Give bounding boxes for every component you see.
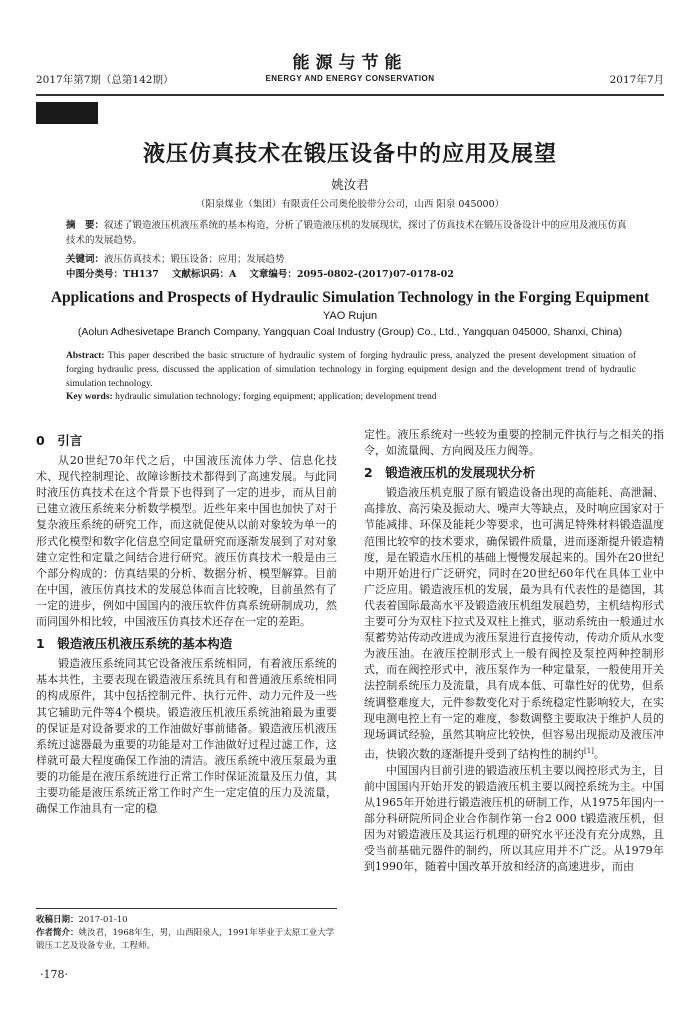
abstract-cn-label: 摘 要： [66, 220, 105, 231]
page-header [36, 44, 664, 94]
paragraph-intro: 从20世纪70年代之后，中国液压流体力学、信息化技术、现代控制理论、故障诊断技术都得到了高速发展。与此同时液压仿真技术在这个背景下也得到了一定的进步，而从目前已建立液压系统来分析数学模型。近些年来中国也加快了对于复杂液压系统的研究工作，而这就促使从以前对象较为单一的形式化模型和数字化信息空间定量研究而逐渐发展到了对对象建立定性和定量之间结合进行研究。液压仿真技术一般是由三个部分构成的：仿真结果的分析、数据分析、模型解算。目前在中国，液压仿真技术的发展总体而言比较晚，目前虽然有了一定的进步，例如中国国内的液压软件仿真系统研制成功，然而同国外相比较，中国液压仿真技术还存在一定的差距。 [36, 454, 337, 629]
english-keywords-text: hydraulic simulation technology; forging equipment; application; development trend [115, 392, 437, 402]
english-keywords [66, 392, 636, 402]
article-title: 液压仿真技术在锻压设备中的应用及展望 [142, 142, 557, 167]
english-keywords-label: Key words: [66, 392, 113, 402]
english-abstract-text: This paper described the basic structure of hydraulic system of forging hydraulic press, analyzed the present development situation of forging hydraulic press, discussed the application of simulation technology in forging equipment design and the development trend of hydraulic simulation technology. [66, 351, 636, 389]
paragraph-structure: 锻造液压系统同其它设备液压系统相同，有着液压系统的基本共性，主要表现在锻造液压系统具有和普通液压系统相同的构成原件，其中包括控制元件、执行元件、动力元件及一些其它辅助元件等4个模块。锻造液压机液压系统油箱最为重要的保证是对设备要求的工作油做好事前储备。锻造液压机液压系统过滤器最为重要的功能是对工作油做好过程过滤工作，这样就可最大程度确保工作油的清洁。液压系统中液压泵最为重要的功能是在液压系统进行正常工作时保证流量及压力值，其主要功能是液压系统正常工作时产生一定定值的压力及流量，确保工作油具有一定的稳 [36, 657, 337, 816]
journal-name-cn: 能源与节能 [292, 53, 408, 73]
page-number: ·178· [40, 968, 68, 981]
english-affiliation: (Aolun Adhesivetape Branch Company, Yangquan Coal Industry (Group) Co., Ltd., Yangquan 045000, Shanxi, China) [77, 326, 623, 338]
paragraph-status-text: 锻造液压机克服了原有锻造设备出现的高能耗、高泄漏、高排放、高污染及振动大、噪声大等缺点，及时响应国家对于节能减排、环保及能耗少等要求，也可满足特殊材料锻造温度范围比较窄的技术要求，确保锻件质量，进而逐渐提升锻造精度，是在锻造水压机的基础上慢慢发展起来的。国外在20世纪中期开始进行广泛研究，同时在20世纪60年代在具体工业中广泛应用。锻造液压机的发展，最为具有代表性的是德国，其代表着国际最高水平及锻造液压机组发展趋势，主机结构形式主要可分为双柱下拉式及双柱上推式，驱动系统由一般通过水泵蓄势站传动改进成为液压泵进行直接传动，传动介质从水变为液压油。在液压控制形式上一般有阀控及泵控两种控制形式，而在阀控形式中，液压泵作为一种定量泵，一般使用开关法控制系统压力及流量，具有成本低、可靠性好的优势，但系统调整难度大，元件参数变化对于系统稳定性影响较大，在实现电测电控上有一定的难度，参数调整主要取决于维护人员的现场调试经验，虽然其响应比较快，但容易出现振动及液压冲击，快锻次数的逐渐提升受到了结构性的制约 [364, 486, 664, 761]
footnote [36, 914, 337, 953]
keywords-cn [66, 251, 636, 265]
english-abstract [66, 349, 636, 391]
received-date: 收稿日期：2017-01-10 [36, 915, 128, 925]
abstract-cn [66, 218, 636, 248]
english-author: YAO Rujun [322, 310, 378, 322]
classification-row [66, 266, 636, 280]
keywords-cn-label: 关键词： [66, 254, 105, 265]
journal-name-en: ENERGY AND ENERGY CONSERVATION [265, 74, 435, 83]
section-marker-bar [36, 102, 98, 124]
footnote-rule [36, 908, 337, 909]
paragraph-status: 锻造液压机克服了原有锻造设备出现的高能耗、高泄漏、高排放、高污染及振动大、噪声大等缺点，及时响应国家对于节能减排、环保及能耗少等要求，也可满足特殊材料锻造温度范围比较窄的技术要求，确保锻件质量，进而逐渐提升锻造精度，是在锻造水压机的基础上慢慢发展起来的。国外在20世纪中期开始进行广泛研究，同时在20世纪60年代在具体工业中广泛应用。锻造液压机的发展，最为具有代表性的是德国，其代表着国际最高水平及锻造液压机组发展趋势，主机结构形式主要可分为双柱下拉式及双柱上推式，驱动系统由一般通过水泵蓄势站传动改进成为液压泵进行直接传动，传动介质从水变为液压油。在液压控制形式上一般有阀控及泵控两种控制形式，而在阀控形式中，液压泵作为一种定量泵，一般使用开关法控制系统压力及流量，具有成本低、可靠性好的优势，但系统调整难度大，元件参数变化对于系统稳定性影响较大，在实现电测电控上有一定的难度，参数调整主要取决于维护人员的现场调试经验，虽然其响应比较快，但容易出现振动及液压冲击，快锻次数的逐渐提升受到了结构性的制约[1]。 [364, 486, 664, 761]
affiliation: （阳泉煤业（集团）有限责任公司奥伦胶带分公司，山西 阳泉 045000） [195, 199, 505, 210]
english-title: Applications and Prospects of Hydraulic Simulation Technology in the Forging Equipment [50, 289, 650, 306]
section-heading-intro: 0 引言 [36, 433, 83, 448]
citation-ref: [1] [584, 746, 594, 755]
header-rule [36, 94, 664, 96]
paragraph-continued: 定性。液压系统对一些较为重要的控制元件执行与之相关的指令，如流量阀、方向阀及压力阀等。 [364, 428, 664, 458]
author: 姚汝君 [331, 177, 369, 192]
paragraph-domestic: 中国国内目前引进的锻造液压机主要以阀控形式为主，目前中国国内开始开发的锻造液压机主要以阀控系统为主。中国从1965年开始进行锻造液压机的研制工作，从1975年国内一部分科研院所同企业合作制作第一台2 000 t锻造液压机，但因为对锻造液压及其运行机理的研究水平还没有充分成熟，且受当前基础元器件的制约，所以其应用并不广泛。从1979年到1990年，随着中国改革开放和经济的高速进步，而由 [364, 763, 664, 874]
abstract-cn-text: 叙述了锻造液压机液压系统的基本构造，分析了锻造液压机的发展现状，探讨了仿真技术在锻压设备设计中的应用及液压仿真技术的发展趋势。 [66, 220, 627, 246]
keywords-cn-text: 液压仿真技术；锻压设备；应用；发展趋势 [104, 254, 285, 265]
clc-code: 中图分类号：TH137 [66, 269, 159, 280]
doc-code: 文献标识码：A [171, 269, 237, 280]
issue-info: 2017年第7期（总第142期） [36, 74, 174, 86]
left-column [36, 427, 337, 817]
issue-date: 2017年7月 [609, 74, 664, 86]
english-abstract-label: Abstract: [66, 351, 105, 361]
section-heading-structure: 1 锻造液压机液压系统的基本构造 [36, 636, 233, 652]
journal-masthead [36, 48, 664, 83]
article-number: 文章编号：2095-0802-(2017)07-0178-02 [249, 269, 454, 280]
section-heading-status: 2 锻造液压机的发展现状分析 [364, 465, 536, 481]
right-column [364, 427, 664, 875]
author-bio: 作者简介：姚汝君，1968年生，男，山西阳泉人，1991年毕业于太原工业大学锻压工艺及设备专业，工程师。 [36, 928, 335, 951]
